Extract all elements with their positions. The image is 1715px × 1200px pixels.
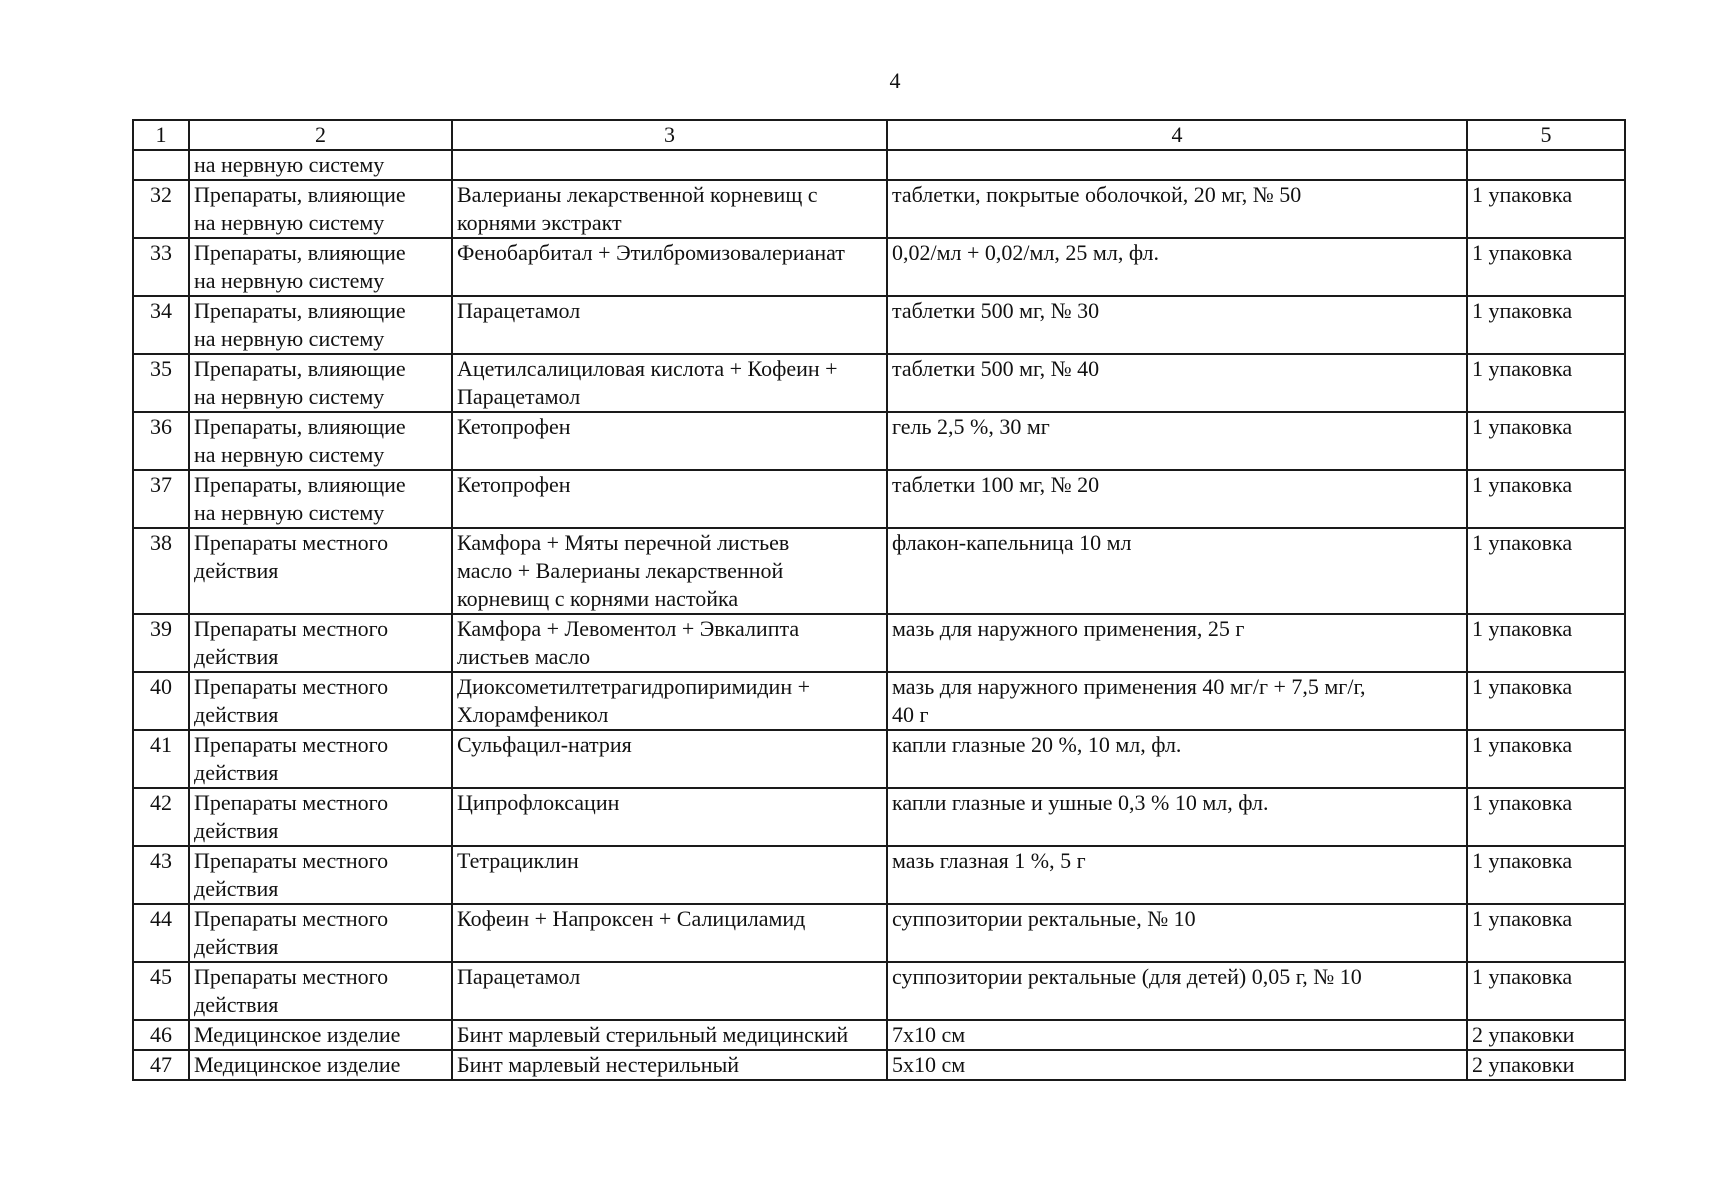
group-cell: Препараты местного действия bbox=[189, 730, 452, 788]
group-cell: Препараты, влияющие на нервную систему bbox=[189, 354, 452, 412]
row-number-cell bbox=[133, 150, 189, 180]
row-number-cell: 45 bbox=[133, 962, 189, 1020]
drug-name-cell: Ципрофлоксацин bbox=[452, 788, 887, 846]
group-cell: Препараты, влияющие на нервную систему bbox=[189, 238, 452, 296]
form-dosage-cell bbox=[887, 150, 1467, 180]
form-dosage-cell: таблетки, покрытые оболочкой, 20 мг, № 50 bbox=[887, 180, 1467, 238]
quantity-cell: 1 упаковка bbox=[1467, 730, 1625, 788]
form-dosage-cell: капли глазные 20 %, 10 мл, фл. bbox=[887, 730, 1467, 788]
row-number-cell: 37 bbox=[133, 470, 189, 528]
form-dosage-cell: таблетки 500 мг, № 40 bbox=[887, 354, 1467, 412]
quantity-cell: 1 упаковка bbox=[1467, 180, 1625, 238]
table-row bbox=[133, 846, 1625, 904]
table-row bbox=[133, 354, 1625, 412]
quantity-cell bbox=[1467, 150, 1625, 180]
row-number-cell: 46 bbox=[133, 1020, 189, 1050]
table-row bbox=[133, 470, 1625, 528]
form-dosage-cell: таблетки 500 мг, № 30 bbox=[887, 296, 1467, 354]
table-row bbox=[133, 1020, 1625, 1050]
group-cell: Препараты местного действия bbox=[189, 846, 452, 904]
row-number-cell: 33 bbox=[133, 238, 189, 296]
quantity-cell: 1 упаковка bbox=[1467, 238, 1625, 296]
quantity-cell: 1 упаковка bbox=[1467, 788, 1625, 846]
row-number-cell: 43 bbox=[133, 846, 189, 904]
form-dosage-cell: мазь глазная 1 %, 5 г bbox=[887, 846, 1467, 904]
drug-name-cell: Кетопрофен bbox=[452, 412, 887, 470]
form-dosage-cell: гель 2,5 %, 30 мг bbox=[887, 412, 1467, 470]
group-cell: Препараты, влияющие на нервную систему bbox=[189, 412, 452, 470]
table-row bbox=[133, 788, 1625, 846]
form-dosage-cell: мазь для наружного применения, 25 г bbox=[887, 614, 1467, 672]
row-number-cell: 36 bbox=[133, 412, 189, 470]
form-dosage-cell: таблетки 100 мг, № 20 bbox=[887, 470, 1467, 528]
group-cell: Препараты, влияющие на нервную систему bbox=[189, 180, 452, 238]
drug-name-cell: Сульфацил-натрия bbox=[452, 730, 887, 788]
form-dosage-cell: суппозитории ректальные, № 10 bbox=[887, 904, 1467, 962]
quantity-cell: 1 упаковка bbox=[1467, 354, 1625, 412]
column-header: 3 bbox=[452, 120, 887, 150]
group-cell: Препараты, влияющие на нервную систему bbox=[189, 296, 452, 354]
group-cell: Препараты местного действия bbox=[189, 528, 452, 614]
form-dosage-cell: флакон-капельница 10 мл bbox=[887, 528, 1467, 614]
quantity-cell: 1 упаковка bbox=[1467, 296, 1625, 354]
form-dosage-cell: 5х10 см bbox=[887, 1050, 1467, 1080]
group-cell: Препараты местного действия bbox=[189, 614, 452, 672]
drug-name-cell bbox=[452, 150, 887, 180]
quantity-cell: 1 упаковка bbox=[1467, 904, 1625, 962]
row-number-cell: 41 bbox=[133, 730, 189, 788]
column-header: 2 bbox=[189, 120, 452, 150]
row-number-cell: 32 bbox=[133, 180, 189, 238]
quantity-cell: 2 упаковки bbox=[1467, 1050, 1625, 1080]
quantity-cell: 2 упаковки bbox=[1467, 1020, 1625, 1050]
page-number: 4 bbox=[889, 68, 901, 93]
table-row bbox=[133, 904, 1625, 962]
row-number-cell: 34 bbox=[133, 296, 189, 354]
group-cell: Медицинское изделие bbox=[189, 1020, 452, 1050]
row-number-cell: 35 bbox=[133, 354, 189, 412]
table-row bbox=[133, 614, 1625, 672]
medicine-table bbox=[132, 119, 1626, 1081]
column-header: 4 bbox=[887, 120, 1467, 150]
row-number-cell: 38 bbox=[133, 528, 189, 614]
quantity-cell: 1 упаковка bbox=[1467, 528, 1625, 614]
form-dosage-cell: 7х10 см bbox=[887, 1020, 1467, 1050]
form-dosage-cell: капли глазные и ушные 0,3 % 10 мл, фл. bbox=[887, 788, 1467, 846]
drug-name-cell: Парацетамол bbox=[452, 962, 887, 1020]
form-dosage-cell: 0,02/мл + 0,02/мл, 25 мл, фл. bbox=[887, 238, 1467, 296]
drug-name-cell: Диоксометилтетрагидропиримидин + Хлорамфеникол bbox=[452, 672, 887, 730]
drug-name-cell: Валерианы лекарственной корневищ с корнями экстракт bbox=[452, 180, 887, 238]
table-row bbox=[133, 412, 1625, 470]
drug-name-cell: Кофеин + Напроксен + Салициламид bbox=[452, 904, 887, 962]
column-header: 1 bbox=[133, 120, 189, 150]
group-cell: Препараты местного действия bbox=[189, 672, 452, 730]
group-cell: Препараты местного действия bbox=[189, 904, 452, 962]
table-row bbox=[133, 672, 1625, 730]
table-row bbox=[133, 730, 1625, 788]
quantity-cell: 1 упаковка bbox=[1467, 962, 1625, 1020]
quantity-cell: 1 упаковка bbox=[1467, 672, 1625, 730]
table-row bbox=[133, 150, 1625, 180]
row-number-cell: 42 bbox=[133, 788, 189, 846]
table-row bbox=[133, 296, 1625, 354]
row-number-cell: 47 bbox=[133, 1050, 189, 1080]
group-cell: Препараты местного действия bbox=[189, 962, 452, 1020]
drug-name-cell: Парацетамол bbox=[452, 296, 887, 354]
drug-name-cell: Камфора + Мяты перечной листьев масло + Валерианы лекарственной корневищ с корнями настойка bbox=[452, 528, 887, 614]
table-row bbox=[133, 238, 1625, 296]
drug-name-cell: Ацетилсалициловая кислота + Кофеин + Парацетамол bbox=[452, 354, 887, 412]
table-row bbox=[133, 1050, 1625, 1080]
group-cell: Препараты местного действия bbox=[189, 788, 452, 846]
form-dosage-cell: мазь для наружного применения 40 мг/г + 7,5 мг/г, 40 г bbox=[887, 672, 1467, 730]
group-cell: на нервную систему bbox=[189, 150, 452, 180]
drug-name-cell: Камфора + Левоментол + Эвкалипта листьев масло bbox=[452, 614, 887, 672]
drug-name-cell: Тетрациклин bbox=[452, 846, 887, 904]
column-header: 5 bbox=[1467, 120, 1625, 150]
quantity-cell: 1 упаковка bbox=[1467, 846, 1625, 904]
quantity-cell: 1 упаковка bbox=[1467, 470, 1625, 528]
quantity-cell: 1 упаковка bbox=[1467, 614, 1625, 672]
form-dosage-cell: суппозитории ректальные (для детей) 0,05 г, № 10 bbox=[887, 962, 1467, 1020]
table-header-row bbox=[133, 120, 1625, 150]
quantity-cell: 1 упаковка bbox=[1467, 412, 1625, 470]
drug-name-cell: Кетопрофен bbox=[452, 470, 887, 528]
table-row bbox=[133, 528, 1625, 614]
table-row bbox=[133, 962, 1625, 1020]
drug-name-cell: Фенобарбитал + Этилбромизовалерианат bbox=[452, 238, 887, 296]
row-number-cell: 44 bbox=[133, 904, 189, 962]
group-cell: Препараты, влияющие на нервную систему bbox=[189, 470, 452, 528]
row-number-cell: 40 bbox=[133, 672, 189, 730]
drug-name-cell: Бинт марлевый нестерильный bbox=[452, 1050, 887, 1080]
table-row bbox=[133, 180, 1625, 238]
drug-name-cell: Бинт марлевый стерильный медицинский bbox=[452, 1020, 887, 1050]
group-cell: Медицинское изделие bbox=[189, 1050, 452, 1080]
row-number-cell: 39 bbox=[133, 614, 189, 672]
